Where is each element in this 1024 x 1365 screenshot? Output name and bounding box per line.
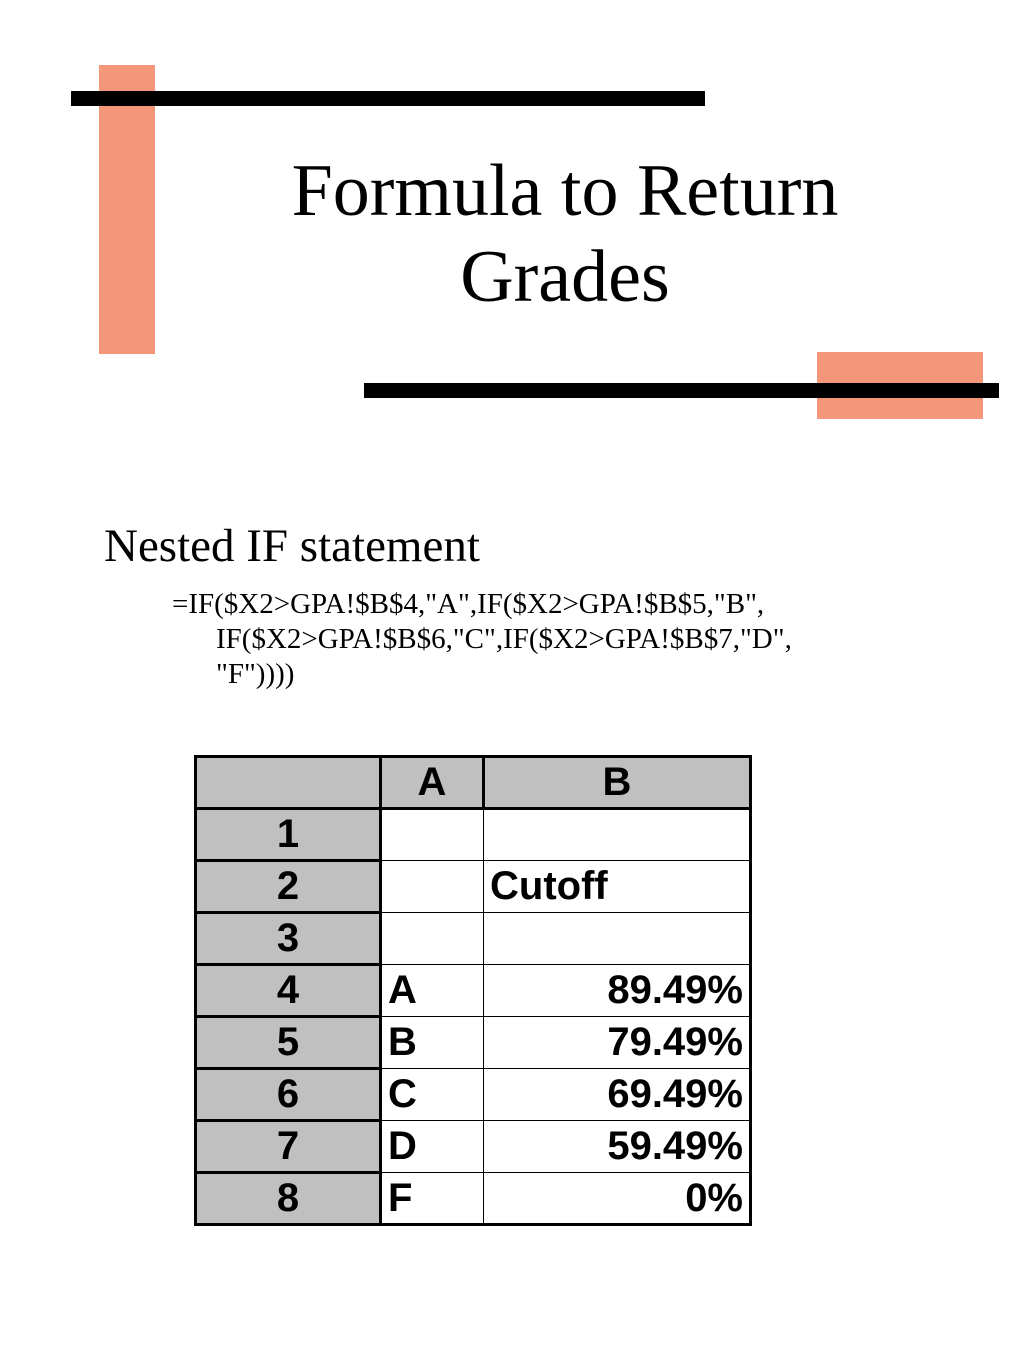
cell-b[interactable]: 69.49% [484,1069,751,1121]
accent-vertical-block [99,65,155,354]
column-header-a: A [381,757,484,809]
column-header-b: B [484,757,751,809]
cell-a[interactable]: B [381,1017,484,1069]
cell-b[interactable]: 89.49% [484,965,751,1017]
row-header: 1 [196,809,381,861]
formula-text [172,587,932,692]
title-line-1: Formula to Return [291,150,839,232]
cell-a[interactable]: A [381,965,484,1017]
table-row [196,861,751,913]
row-header: 3 [196,913,381,965]
bottom-rule [364,383,999,398]
formula-line-2: IF($X2>GPA!$B$6,"C",IF($X2>GPA!$B$7,"D", [216,623,792,655]
row-header: 2 [196,861,381,913]
table-row [196,809,751,861]
row-header: 5 [196,1017,381,1069]
top-rule [71,91,705,106]
cell-a[interactable] [381,809,484,861]
cell-a[interactable]: C [381,1069,484,1121]
row-header: 4 [196,965,381,1017]
table-row [196,1069,751,1121]
cell-b[interactable]: Cutoff [484,861,751,913]
cell-a[interactable]: D [381,1121,484,1173]
formula-line-3: "F")))) [216,658,295,690]
table-row [196,1121,751,1173]
cell-a[interactable] [381,913,484,965]
row-header: 7 [196,1121,381,1173]
row-header: 6 [196,1069,381,1121]
slide-title [230,148,900,320]
spreadsheet-table [194,755,752,1226]
column-header-row [196,757,751,809]
bullet-heading: Nested IF statement [104,520,480,572]
formula-line-1: =IF($X2>GPA!$B$4,"A",IF($X2>GPA!$B$5,"B", [172,588,765,620]
table-row [196,913,751,965]
cell-a[interactable]: F [381,1173,484,1225]
cell-b[interactable]: 0% [484,1173,751,1225]
cell-b[interactable]: 79.49% [484,1017,751,1069]
cell-b[interactable] [484,913,751,965]
table-row [196,965,751,1017]
row-header: 8 [196,1173,381,1225]
title-line-2: Grades [460,236,670,318]
cell-b[interactable]: 59.49% [484,1121,751,1173]
cell-a[interactable] [381,861,484,913]
table-row [196,1173,751,1225]
corner-cell [196,757,381,809]
cell-b[interactable] [484,809,751,861]
table-row [196,1017,751,1069]
